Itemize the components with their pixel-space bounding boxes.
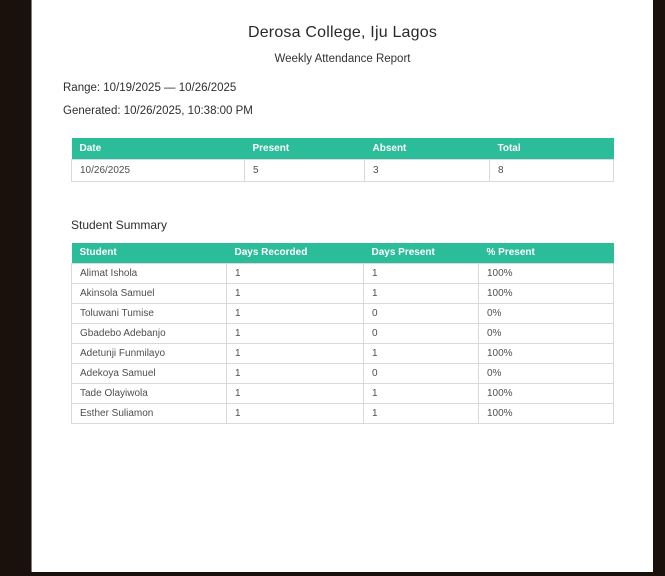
column-header-days-recorded: Days Recorded	[227, 243, 364, 264]
student-row	[72, 324, 614, 344]
report-title: Derosa College, Iju Lagos	[247, 24, 438, 41]
cell-total: 8	[490, 159, 614, 181]
cell-days-present: 1	[364, 264, 479, 284]
cell-days-recorded: 1	[227, 344, 364, 364]
section-title-student-summary: Student Summary	[71, 217, 168, 232]
column-header-absent: Absent	[365, 138, 490, 159]
daily-attendance-table	[71, 138, 614, 182]
student-summary-table	[71, 243, 614, 425]
cell-days-present: 1	[364, 404, 479, 424]
cell-student: Adekoya Samuel	[72, 364, 227, 384]
cell-days-recorded: 1	[227, 324, 364, 344]
cell-days-recorded: 1	[227, 284, 364, 304]
cell-percent-present: 0%	[479, 364, 614, 384]
student-row	[72, 344, 614, 364]
cell-days-recorded: 1	[227, 304, 364, 324]
cell-days-present: 1	[364, 344, 479, 364]
cell-student: Tade Olayiwola	[72, 384, 227, 404]
student-row	[72, 284, 614, 304]
report-subtitle: Weekly Attendance Report	[274, 53, 411, 65]
report-page	[31, 0, 653, 572]
cell-days-present: 1	[364, 384, 479, 404]
column-header-date: Date	[72, 138, 245, 159]
cell-percent-present: 0%	[479, 324, 614, 344]
cell-student: Esther Suliamon	[72, 404, 227, 424]
column-header-student: Student	[72, 243, 227, 264]
column-header-total: Total	[490, 138, 614, 159]
student-row	[72, 264, 614, 284]
cell-student: Akinsola Samuel	[72, 284, 227, 304]
report-meta	[63, 82, 653, 118]
cell-student: Toluwani Tumise	[72, 304, 227, 324]
cell-percent-present: 100%	[479, 404, 614, 424]
report-generated: Generated: 10/26/2025, 10:38:00 PM	[63, 105, 253, 117]
cell-days-present: 1	[364, 284, 479, 304]
cell-percent-present: 100%	[479, 264, 614, 284]
cell-days-recorded: 1	[227, 404, 364, 424]
column-header-days-present: Days Present	[364, 243, 479, 264]
column-header-present: Present	[245, 138, 365, 159]
column-header-percent-present: % Present	[479, 243, 614, 264]
cell-percent-present: 100%	[479, 284, 614, 304]
student-row	[72, 384, 614, 404]
student-row	[72, 404, 614, 424]
cell-days-present: 0	[364, 304, 479, 324]
cell-days-present: 0	[364, 364, 479, 384]
cell-absent: 3	[365, 159, 490, 181]
cell-percent-present: 100%	[479, 344, 614, 364]
daily-row	[72, 159, 614, 181]
cell-date: 10/26/2025	[72, 159, 245, 181]
cell-days-recorded: 1	[227, 364, 364, 384]
summary-header-row	[72, 243, 614, 264]
cell-days-recorded: 1	[227, 384, 364, 404]
cell-days-present: 0	[364, 324, 479, 344]
cell-student: Gbadebo Adebanjo	[72, 324, 227, 344]
cell-student: Alimat Ishola	[72, 264, 227, 284]
cell-percent-present: 100%	[479, 384, 614, 404]
report-range: Range: 10/19/2025 — 10/26/2025	[63, 82, 237, 94]
daily-header-row	[72, 138, 614, 159]
cell-percent-present: 0%	[479, 304, 614, 324]
cell-present: 5	[245, 159, 365, 181]
student-row	[72, 304, 614, 324]
cell-days-recorded: 1	[227, 264, 364, 284]
student-row	[72, 364, 614, 384]
cell-student: Adetunji Funmilayo	[72, 344, 227, 364]
